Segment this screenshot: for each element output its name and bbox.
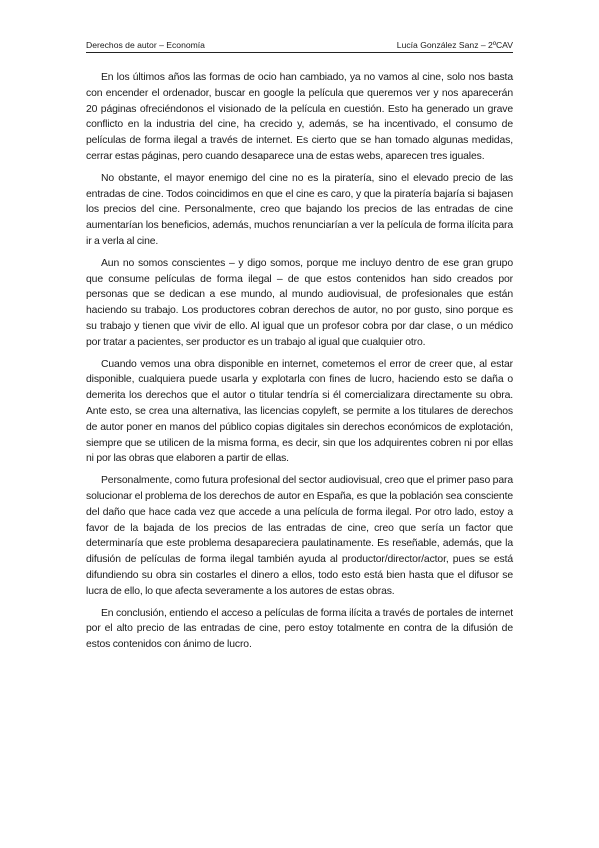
page-header — [86, 36, 513, 53]
document-body — [86, 70, 513, 659]
header-left-title: Derechos de autor – Economía — [86, 40, 205, 50]
paragraph-copyleft: Cuando vemos una obra disponible en internet, cometemos el error de creer que, al estar disponible, cualquiera puede usarla y explotarla con fines de lucro, haciendo esto se daña o demerita los derechos que el autor o titular tendría si él comercializara directamente su obra. Ante esto, se crea una alternativa, las licencias copyleft, se permite a los titulares de derechos de autor poner en manos del público copias digitales sin derechos económicos de explotación, siempre que se utilicen de la misma forma, es decir, sin que los adquirentes cobren ni por ellas ni por las obras que elaboren a partir de ellas. — [86, 358, 513, 465]
paragraph-prices: No obstante, el mayor enemigo del cine no es la piratería, sino el elevado precio de las entradas de cine. Todos coincidimos en que el cine es caro, y que la piratería bajaría si bajasen los precios del cine. Personalmente, creo que bajando los precios de las entradas de cine aumentarían los beneficios, además, muchos renunciarían a ver la película de forma ilícita para ir a verla al cine. — [86, 172, 513, 247]
paragraph-awareness: Aun no somos conscientes – y digo somos, porque me incluyo dentro de ese gran grupo que consume películas de forma ilegal – de que estos contenidos han sido creados por personas que se dedican a ese mundo, al mundo audiovisual, de profesionales que están haciendo su trabajo. Los productores cobran derechos de autor, no por gusto, sino porque es su trabajo y tienen que vivir de ello. Al igual que un profesor cobra por dar clase, o un médico por tratar a pacientes, ser productor es un trabajo al igual que cualquier otro. — [86, 257, 513, 348]
paragraph-intro: En los últimos años las formas de ocio han cambiado, ya no vamos al cine, solo nos basta con encender el ordenador, buscar en google la película que queremos ver y nos aparecerán 20 páginas ofreciéndonos el visionado de la película en cuestión. Esto ha generado un grave conflicto en la industria del cine, ha crecido y, además, se ha incentivado, el consumo de películas de forma ilegal a través de internet. Es cierto que se han tomado algunas medidas, cerrar estas páginas, pero cuando desaparece una de estas webs, aparecen tres iguales. — [86, 72, 513, 162]
paragraph-conclusion: En conclusión, entiendo el acceso a películas de forma ilícita a través de portales de internet por el alto precio de las entradas de cine, pero estoy totalmente en contra de la difusión de estos contenidos con ánimo de lucro. — [86, 607, 513, 651]
paragraph-opinion: Personalmente, como futura profesional del sector audiovisual, creo que el primer paso para solucionar el problema de los derechos de autor en España, es que la población sea consciente del daño que hace cada vez que accede a una película de forma ilegal. Por otro lado, estoy a favor de la bajada de los precios de las entradas de cine, creo que sería un factor que determinaría que este problema desapareciera paulatinamente. Es reseñable, además, que la difusión de películas de forma ilegal también ayuda al productor/director/actor, pues se está difundiendo su obra sin costarles el dinero a ellos, todo esto está bien hasta que el difusor se lucra de ello, lo que afecta severamente a los autores de estas obras. — [86, 475, 513, 597]
header-right-author: Lucía González Sanz – 2ºCAV — [396, 40, 513, 50]
